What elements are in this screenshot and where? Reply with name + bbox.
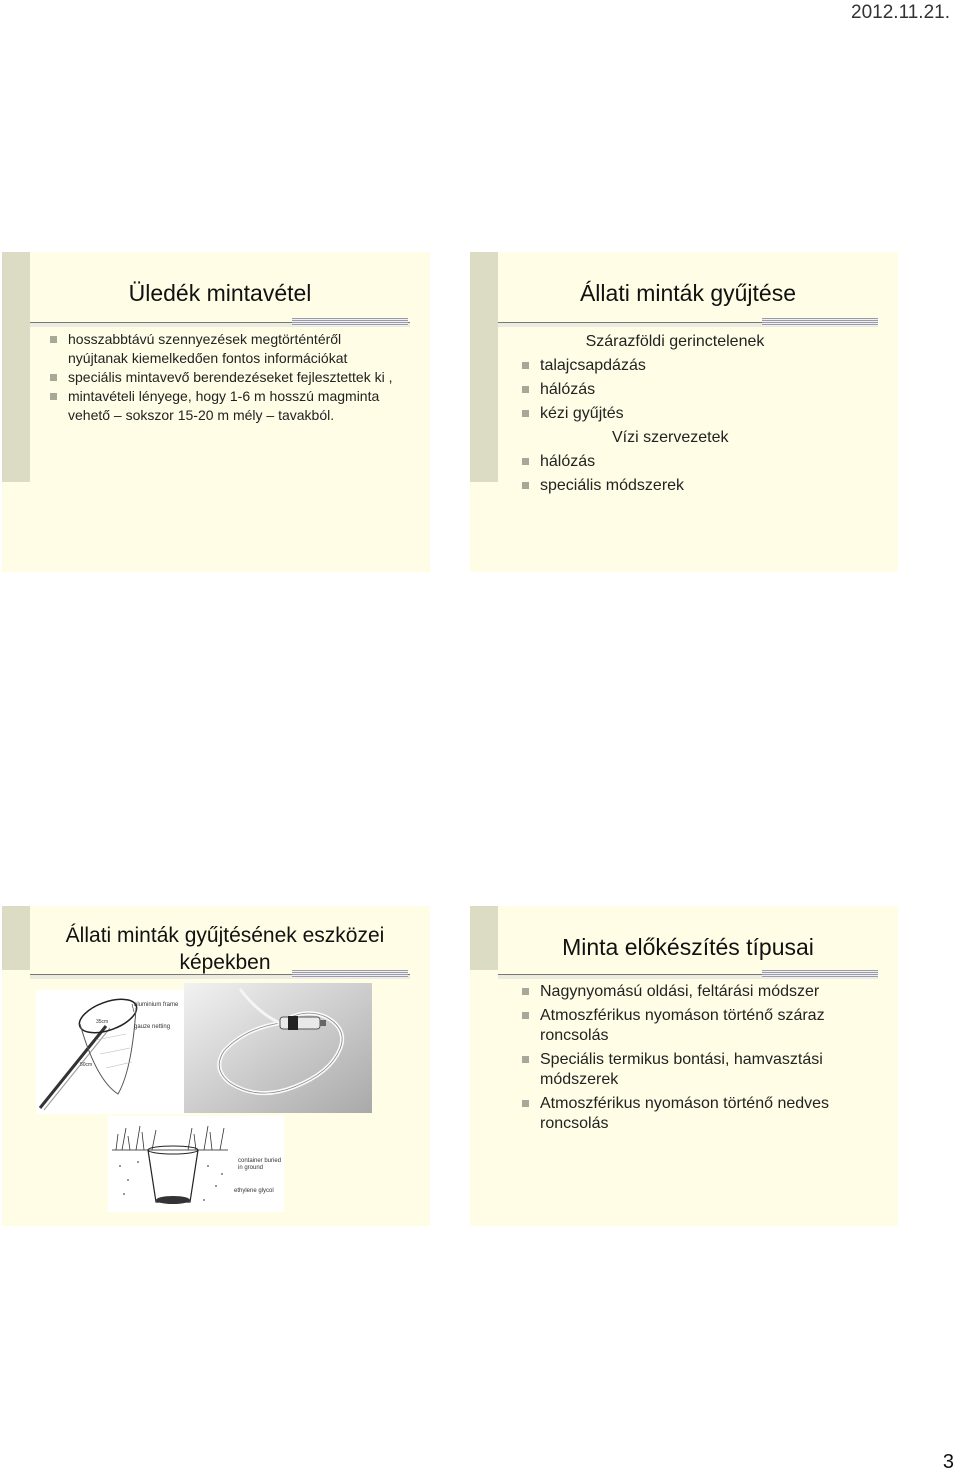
trap-label: container buried (238, 1158, 282, 1164)
net-label: gauze netting (134, 1024, 171, 1030)
list-item: Speciális termikus bontási, hamvasztási módszerek (520, 1050, 860, 1090)
slide-uledek-mintavetel (2, 252, 430, 572)
list-item: hálózás (520, 378, 880, 402)
list-item: Nagynyomású oldási, feltárási módszer (520, 982, 860, 1002)
bullet-list (520, 982, 860, 1138)
net-label: 50cm (80, 1062, 93, 1068)
slide-allati-mintak-gyujtese (470, 252, 898, 572)
header-date: 2012.11.21. (851, 2, 950, 23)
page-number: 3 (942, 1451, 954, 1473)
title-rule-accent (292, 318, 408, 326)
list-item: speciális módszerek (520, 474, 880, 498)
list-item: talajcsapdázás (520, 354, 880, 378)
title-rule-accent (762, 318, 878, 326)
heading-water: Vízi szervezetek (612, 429, 729, 446)
heading-land: Szárazföldi gerinctelenek (585, 333, 765, 350)
net-label: aluminium frame (134, 1002, 179, 1008)
slide-side-bar (2, 252, 30, 482)
list-item: hálózás (520, 450, 880, 474)
title-rule-accent (762, 970, 878, 978)
title-line-1: Állati minták gyűjtésének eszközei (65, 924, 385, 947)
slide-minta-elokeszites (470, 906, 898, 1226)
slide-title: Üledék mintavétel (128, 280, 312, 306)
list-item: speciális mintavevő berendezéseket fejlesztettek ki , (48, 368, 398, 387)
list-item: Atmoszférikus nyomáson történő nedves roncsolás (520, 1094, 860, 1134)
list-item: kézi gyűjtés (520, 402, 880, 426)
title-rule-accent (292, 970, 408, 978)
slide-eszkozok-kepekben (2, 906, 430, 1226)
list-item: mintavételi lényege, hogy 1-6 m hosszú magminta vehető – sokszor 15-20 m mély – tavakból. (48, 387, 398, 425)
list-heading (520, 330, 830, 354)
pitfall-trap-image (108, 1116, 284, 1212)
slide-side-bar (470, 906, 498, 970)
trap-label: ethylene glycol (234, 1188, 274, 1194)
net-label: 35cm (96, 1019, 109, 1025)
slide-title (32, 922, 418, 976)
list-heading (520, 426, 880, 450)
bullet-list (48, 330, 398, 425)
list-item: Atmoszférikus nyomáson történő száraz roncsolás (520, 1006, 860, 1046)
bullet-list (520, 330, 880, 498)
aspirator-photo (184, 983, 372, 1113)
title-line-2: képekben (179, 951, 271, 974)
slide-side-bar (470, 252, 498, 482)
slide-title: Minta előkészítés típusai (562, 934, 814, 960)
sweep-net-image (36, 990, 186, 1114)
trap-label: in ground (238, 1165, 264, 1171)
slide-title: Állati minták gyűjtése (579, 280, 797, 306)
list-item: hosszabbtávú szennyezések megtörténtéről nyújtanak kiemelkedően fontos információkat (48, 330, 398, 368)
slide-side-bar (2, 906, 30, 970)
